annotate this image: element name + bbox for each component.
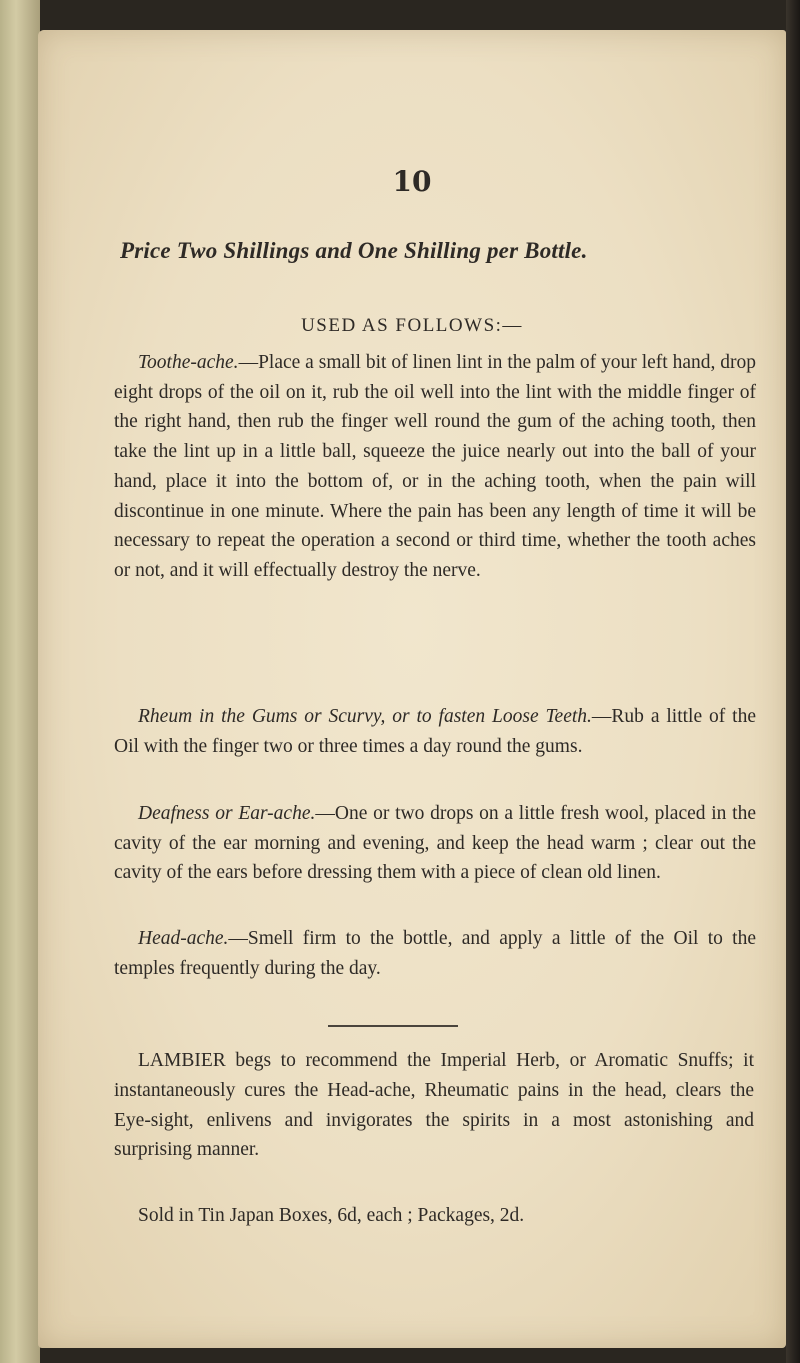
- section-deafness: [114, 799, 756, 888]
- section-label: Deafness or Ear-ache.: [138, 803, 316, 824]
- section-divider: [328, 1025, 458, 1027]
- section-label: Toothe-ache.: [138, 352, 239, 373]
- paper-page: [38, 30, 786, 1348]
- lambier-paragraph: LAMBIER begs to recommend the Imperial Herb, or Aromatic Snuffs; it instantaneously cures the Head-ache, Rheumatic pains in the head, clears the Eye-sight, enlivens and invigorates the spirits in a most astonishing and surprising manner.: [114, 1050, 754, 1161]
- page-edge-shadow: [786, 0, 800, 1363]
- section-text: —One or two drops on a little fresh wool, placed in the cavity of the ear morning and evening, and keep the head warm ; clear out the cavity of the ears before dressing them with a piece of clean old linen.: [114, 803, 756, 884]
- price-title: Price Two Shillings and One Shilling per Bottle.: [120, 238, 588, 263]
- page-number: 10: [392, 165, 432, 198]
- section-headache: [114, 924, 756, 983]
- section-text: —Smell firm to the bottle, and apply a little of the Oil to the temples frequently during the day.: [114, 928, 756, 979]
- section-label: Rheum in the Gums or Scurvy, or to fasten Loose Teeth.: [138, 706, 592, 727]
- section-text: —Rub a little of the Oil with the finger two or three times a day round the gums.: [114, 706, 756, 757]
- section-toothache: [114, 348, 756, 586]
- section-rheum: [114, 702, 756, 761]
- section-label: Head-ache.: [138, 928, 229, 949]
- section-text: —Place a small bit of linen lint in the palm of your left hand, drop eight drops of the oil on it, rub the oil well into the lint with the middle finger of the right hand, then rub the finger well round the gum of the aching tooth, then take the lint up in a little ball, squeeze the juice nearly out into the ball of your hand, place it into the bottom of, or in the aching tooth, when the pain will discontinue in one minute. Where the pain has been any length of time it will be necessary to repeat the operation a second or third time, whether the tooth aches or not, and it will effectually destroy the nerve.: [114, 352, 756, 581]
- usage-heading: USED AS FOLLOWS:—: [301, 315, 523, 336]
- sold-line: Sold in Tin Japan Boxes, 6d, each ; Packages, 2d.: [138, 1205, 525, 1226]
- book-binding: [0, 0, 40, 1363]
